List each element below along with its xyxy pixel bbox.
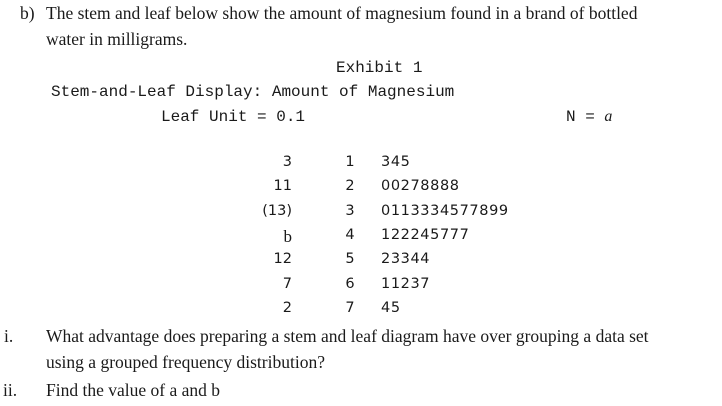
stem-value: 2 (345, 178, 355, 195)
leaves-value: 00278888 (381, 178, 460, 195)
leaves-value: 122245777 (381, 226, 470, 243)
question-text-line1: The stem and leaf below show the amount of magnesium found in a brand of bottled (46, 3, 638, 23)
leaves-value: 11237 (381, 275, 431, 292)
depth-value: 12 (273, 251, 292, 268)
leaves-value: 23344 (381, 251, 431, 268)
depth-value: 2 (282, 299, 292, 316)
depth-value: 11 (273, 178, 292, 195)
depth-value: (13) (262, 202, 292, 219)
leaves-value: 345 (381, 154, 411, 170)
exhibit-subtitle: Stem-and-Leaf Display: Amount of Magnesium (51, 83, 455, 101)
stem-value: 5 (345, 251, 355, 268)
n-label (566, 108, 612, 126)
leaves-value: 45 (381, 299, 401, 316)
exhibit-title: Exhibit 1 (336, 59, 423, 77)
stem-value: 4 (345, 226, 355, 243)
n-label-text: N = (566, 108, 595, 126)
leaf-unit-label: Leaf Unit = 0.1 (161, 108, 306, 126)
stem-value: 6 (345, 275, 355, 292)
subquestion-1-number: i. (4, 326, 14, 346)
depth-value: 3 (282, 154, 292, 170)
subquestion-2-number: ii. (3, 380, 18, 400)
stem-value: 3 (345, 202, 355, 219)
question-text-line2: water in milligrams. (46, 29, 188, 49)
depth-value: b (283, 226, 292, 246)
subquestion-1-text-line1: What advantage does preparing a stem and leaf diagram have over grouping a data set (46, 326, 649, 346)
stem-value: 7 (345, 299, 355, 316)
stem-value: 1 (345, 154, 355, 170)
depth-value: 7 (282, 275, 292, 292)
question-label: b) (20, 3, 35, 23)
n-value: a (604, 108, 613, 125)
subquestion-1-text-line2: using a grouped frequency distribution? (46, 352, 325, 372)
subquestion-2-text: Find the value of a and b (46, 380, 220, 400)
leaves-value: 0113334577899 (381, 202, 509, 219)
